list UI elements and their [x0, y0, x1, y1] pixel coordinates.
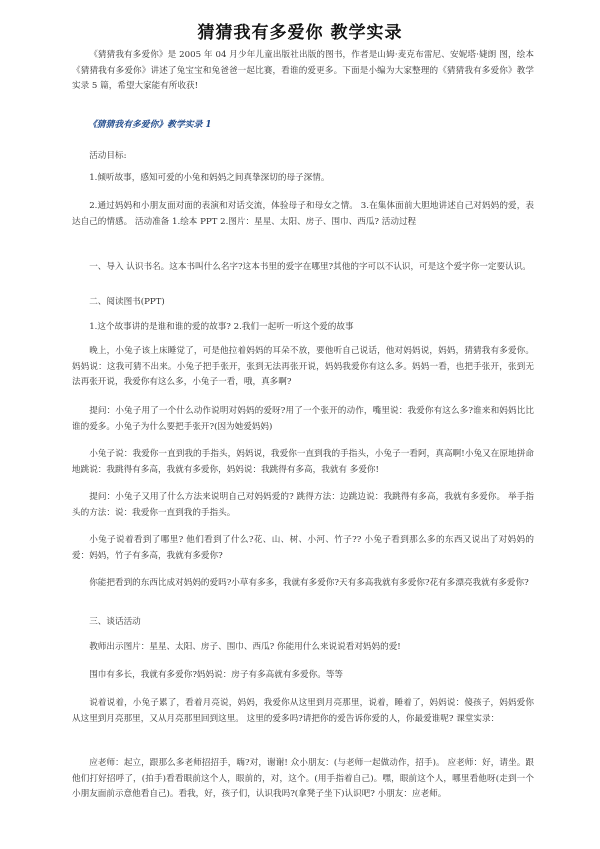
body-paragraph: 说着说着，小兔子累了，看着月亮说，妈妈，我爱你从这里到月亮那里，说着，睡着了，妈妈说：傻孩子，妈妈爱你从这里到月亮那里，又从月亮那里回到这里。 这里的爱多吗?请把你的爱告诉你爱的人，你最爱谁呢? 课堂实录：	[72, 698, 534, 724]
body-paragraph: 小兔子说着看到了哪里? 他们看到了什么?花、山、树、小河、竹子?? 小兔子看到那么多的东西又说出了对妈妈的爱：妈妈，竹子有多高，我就有多爱你?	[72, 535, 534, 561]
body-paragraph: 你能把看到的东西比成对妈妈的爱吗?小草有多多，我就有多爱你?天有多高我就有多爱你?花有多漂亮我就有多爱你?	[89, 578, 529, 588]
body-paragraph: 提问：小兔子又用了什么方法来说明自己对妈妈爱的? 跳得方法：边跳边说：我跳得有多高，我就有多爱你。 举手指头的方法：说：我爱你一直到我的手指头。	[72, 492, 534, 518]
body-paragraph: 二、阅读图书(PPT)	[89, 297, 165, 307]
body-paragraph: 1.这个故事讲的是谁和谁的爱的故事? 2.我们一起听一听这个爱的故事	[89, 322, 354, 332]
body-paragraph: 应老师：起立，跟那么多老师招招手，嗨?对，谢谢! 众小朋友：(与老师一起做动作，招手)。 应老师：好，请坐。跟他们打好招呼了，(拍手)看看眼前这个人，眼前的，对，这个。(用手指着自己)。嘿，眼前这个人，哪里看他呀(走到一个小朋友面前示意他看自己)。看我，好，孩子们，认识我吗?(拿凳子坐下)认识吧? 小朋友：应老师。	[72, 758, 534, 799]
body-paragraph: 一、导入 认识书名。这本书叫什么名字?这本书里的爱字在哪里?其他的字可以不认识，可是这个爱字你一定要认识。	[89, 262, 531, 272]
body-paragraph: 2.通过妈妈和小朋友面对面的表演和对话交流，体验母子和母女之情。 3.在集体面前大胆地讲述自己对妈妈的爱，表达自己的情感。 活动准备 1.绘本 PPT 2.图片：星星、太阳、房子、围巾、西瓜? 活动过程	[72, 201, 534, 227]
section-subtitle: 《猜猜我有多爱你》教学实录 1	[88, 120, 212, 130]
body-paragraph: 1.倾听故事，感知可爱的小兔和妈妈之间真挚深切的母子深情。	[89, 173, 330, 183]
body-paragraph: 教师出示图片：星星、太阳、房子、围巾、西瓜? 你能用什么来说说看对妈妈的爱!	[89, 642, 401, 652]
intro-paragraph: 《猜猜我有多爱你》是 2005 年 04 月少年儿童出版社出版的图书，作者是山姆·麦克布雷尼、安妮塔·婕朗 图，绘本《猜猜我有多爱你》讲述了兔宝宝和兔爸爸一起比赛，看谁的爱更多。下面是小编为大家整理的《猜猜我有多爱你》教学实录 5 篇，希望大家能有所收获!	[72, 50, 534, 91]
body-paragraph: 围巾有多长，我就有多爱你?妈妈说：房子有多高就有多爱你。等等	[89, 670, 344, 680]
document-title: 猜猜我有多爱你 教学实录	[197, 23, 403, 43]
body-paragraph: 小兔子说：我爱你一直到我的手指头，妈妈说，我爱你一直到我的手指头，小兔子一看阿，真高啊!小兔又在原地拼命地跳说：我跳得有多高，我就有多爱你，妈妈说：我跳得有多高，我就有 多爱你!	[72, 449, 534, 475]
body-paragraph: 晚上，小兔子该上床睡觉了，可是他拉着妈妈的耳朵不放，要他听自己说话，他对妈妈说，妈妈，猜猜我有多爱你。妈妈说：这我可猜不出来。小兔子把手张开，张到无法再张开说，妈妈我爱你有这么多。妈妈一看，也把手张开，张到无法再张开说，我爱你有这么多，小兔子一看，哦，真多啊?	[72, 346, 534, 387]
body-paragraph: 三、谈话活动	[89, 617, 141, 627]
body-paragraph: 活动目标:	[89, 151, 127, 161]
body-paragraph: 提问：小兔子用了一个什么动作说明对妈妈的爱呀?用了一个张开的动作，嘴里说：我爱你有这么多?谁来和妈妈比比谁的爱多。小兔子为什么要把手张开?(因为她爱妈妈)	[72, 406, 534, 432]
